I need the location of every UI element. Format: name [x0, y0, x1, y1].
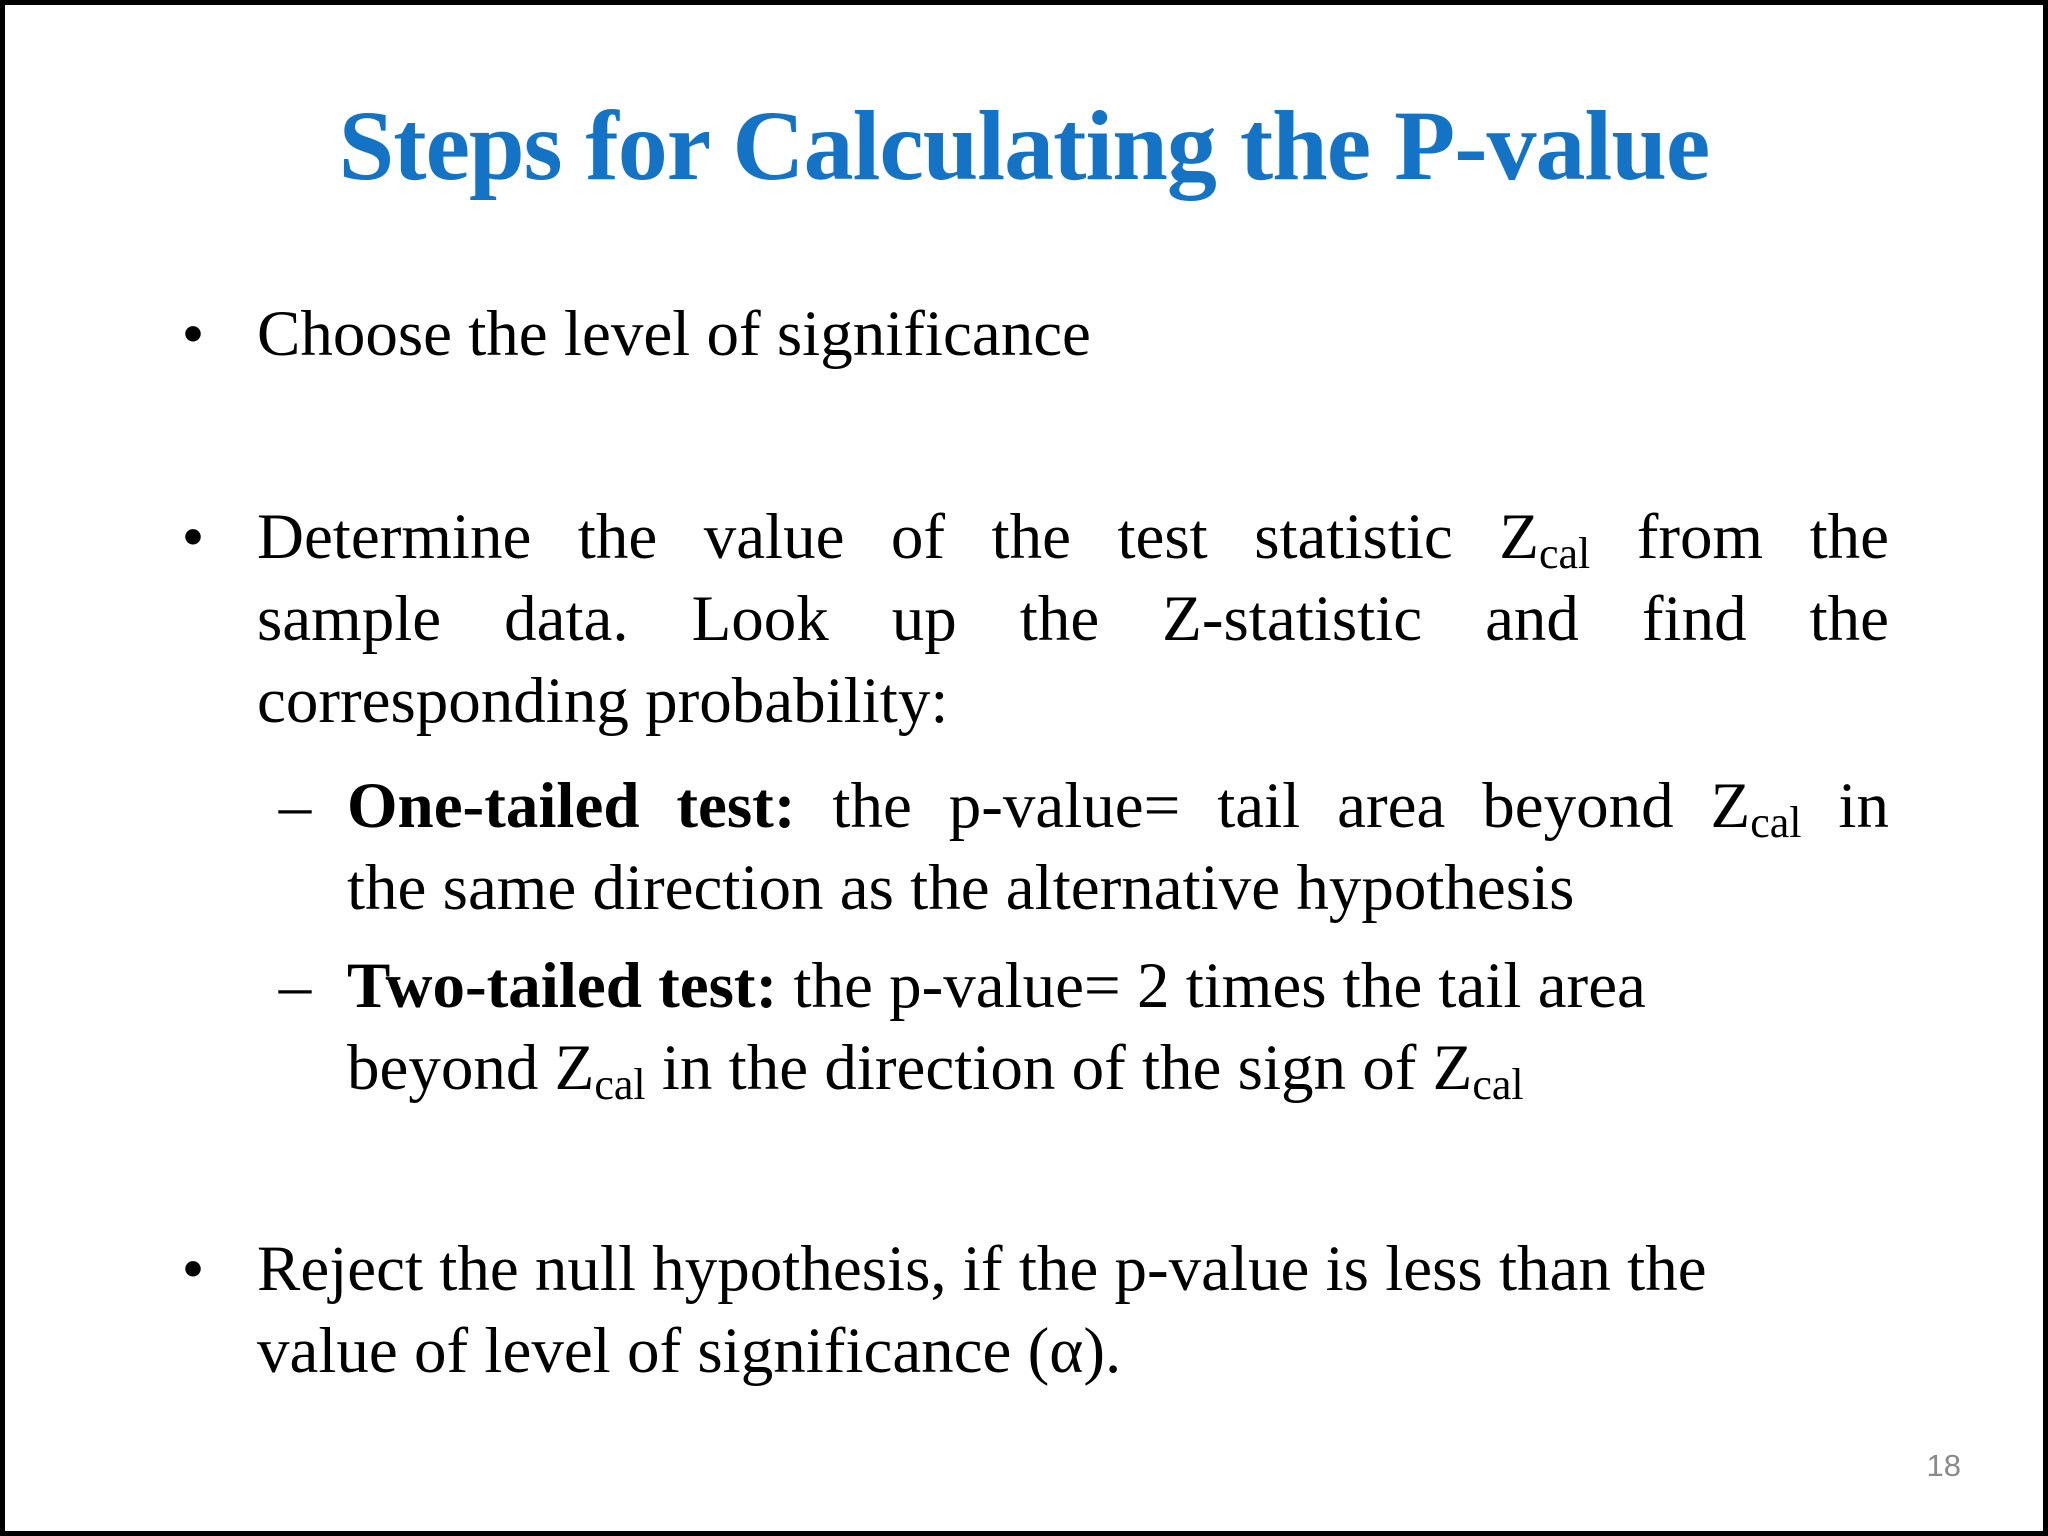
- bullet-text: Choose the level of significance: [257, 298, 1091, 370]
- z-subscript: cal: [594, 1060, 646, 1109]
- subitem-line-1: Two-tailed test: the p-value= 2 times the tail area: [347, 950, 1646, 1022]
- bullet-line-2: sample data. Look up the Z-statistic and find the: [257, 583, 1889, 655]
- bullet-text: [257, 1228, 1889, 1392]
- z-subscript: cal: [1472, 1060, 1524, 1109]
- bullet-text: [257, 496, 1889, 742]
- bullet-icon: •: [181, 501, 205, 573]
- two-tailed-label: Two-tailed test:: [347, 950, 778, 1022]
- dash-icon: –: [278, 950, 312, 1022]
- bullet-icon: •: [181, 1233, 205, 1305]
- subitem-line-2: beyond $Z_{cal}$ in the direction of the sign of $Z_{cal}$: [347, 1032, 1524, 1109]
- page-number: 18: [1926, 1448, 1961, 1483]
- subitem-line-1: One-tailed test: the p-value= tail area beyond $Z_{cal}$ in: [347, 770, 1889, 847]
- bullet-line-3: corresponding probability:: [257, 665, 949, 737]
- bullet-line-1: Determine the value of the test statistic $Z_{cal}$ from the: [257, 501, 1890, 578]
- z-subscript: cal: [1750, 798, 1802, 847]
- dash-icon: –: [278, 770, 312, 842]
- one-tailed-label: One-tailed test:: [347, 770, 796, 842]
- subitem-text: [347, 945, 1889, 1109]
- bullet-line-2: value of level of significance (α).: [257, 1315, 1122, 1387]
- subitem-line-2: the same direction as the alternative hypothesis: [347, 852, 1575, 924]
- slide-title: Steps for Calculating the P-value: [338, 90, 1710, 201]
- subitem-text: [347, 765, 1889, 929]
- z-subscript: cal: [1538, 529, 1591, 578]
- bullet-icon: •: [181, 298, 205, 370]
- bullet-line-1: Reject the null hypothesis, if the p-value is less than the: [257, 1233, 1707, 1305]
